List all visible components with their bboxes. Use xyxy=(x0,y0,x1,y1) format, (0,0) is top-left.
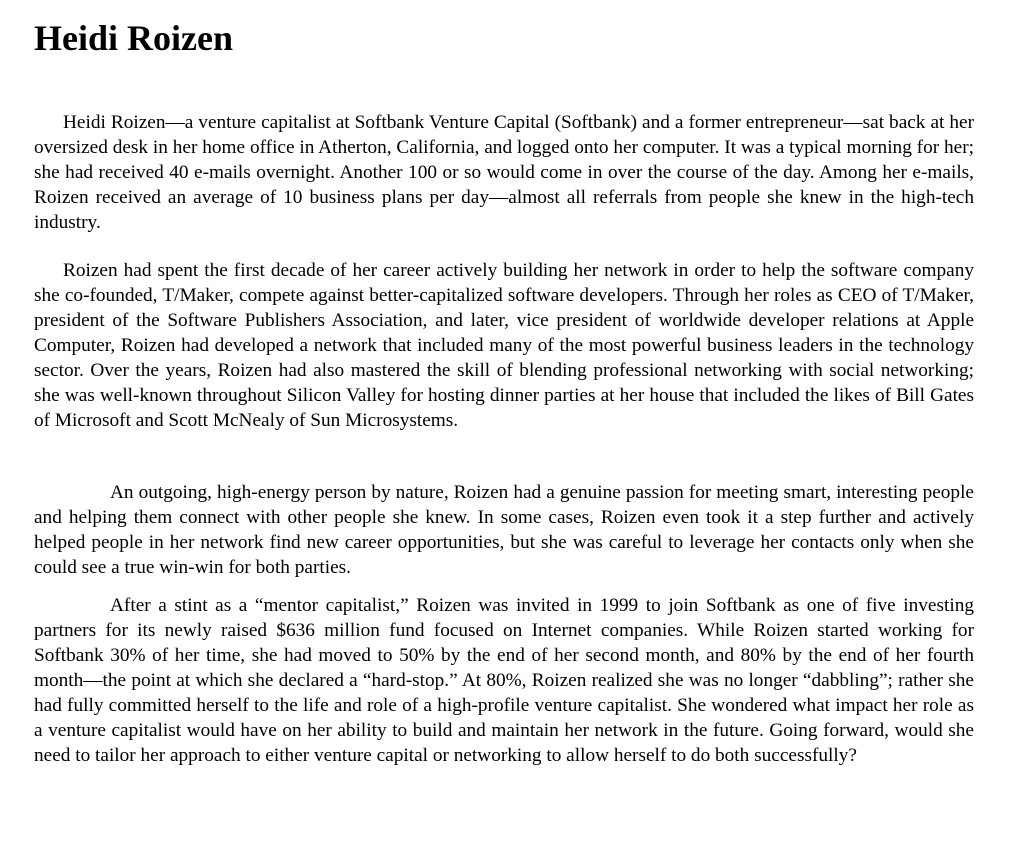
paragraph-1: Heidi Roizen—a venture capitalist at Softbank Venture Capital (Softbank) and a former entrepreneur—sat back at her oversized desk in her home office in Atherton, California, and logged onto her computer. It was a typical morning for her; she had received 40 e-mails overnight. Another 100 or so would come in over the course of the day. Among her e-mails, Roizen received an average of 10 business plans per day—almost all referrals from people she knew in the high-tech industry. xyxy=(34,112,974,233)
paragraph-4: After a stint as a “mentor capitalist,” Roizen was invited in 1999 to join Softbank as one of five investing partners for its newly raised $636 million fund focused on Internet companies. While Roizen started working for Softbank 30% of her time, she had moved to 50% by the end of her second month, and 80% by the end of her fourth month—the point at which she declared a “hard-stop.” At 80%, Roizen realized she was no longer “dabbling”; rather she had fully committed herself to the life and role of a high-profile venture capitalist. She wondered what impact her role as a venture capitalist would have on her ability to build and maintain her network in the future. Going forward, would she need to tailor her approach to either venture capital or networking to allow herself to do both successfully? xyxy=(34,595,974,766)
paragraph-3: An outgoing, high-energy person by nature, Roizen had a genuine passion for meeting smart, interesting people and helping them connect with other people she knew. In some cases, Roizen even took it a step further and actively helped people in her network find new career opportunities, but she was careful to leverage her contacts only when she could see a true win-win for both parties. xyxy=(34,482,974,578)
paragraph-2: Roizen had spent the first decade of her career actively building her network in order to help the software company she co-founded, T/Maker, compete against better-capitalized software developers. Through her roles as CEO of T/Maker, president of the Software Publishers Association, and later, vice president of worldwide developer relations at Apple Computer, Roizen had developed a network that included many of the most powerful business leaders in the technology sector. Over the years, Roizen had also mastered the skill of blending professional networking with social networking; she was well-known throughout Silicon Valley for hosting dinner parties at her house that included the likes of Bill Gates of Microsoft and Scott McNealy of Sun Microsystems. xyxy=(34,260,974,431)
document-title: Heidi Roizen xyxy=(34,18,233,58)
